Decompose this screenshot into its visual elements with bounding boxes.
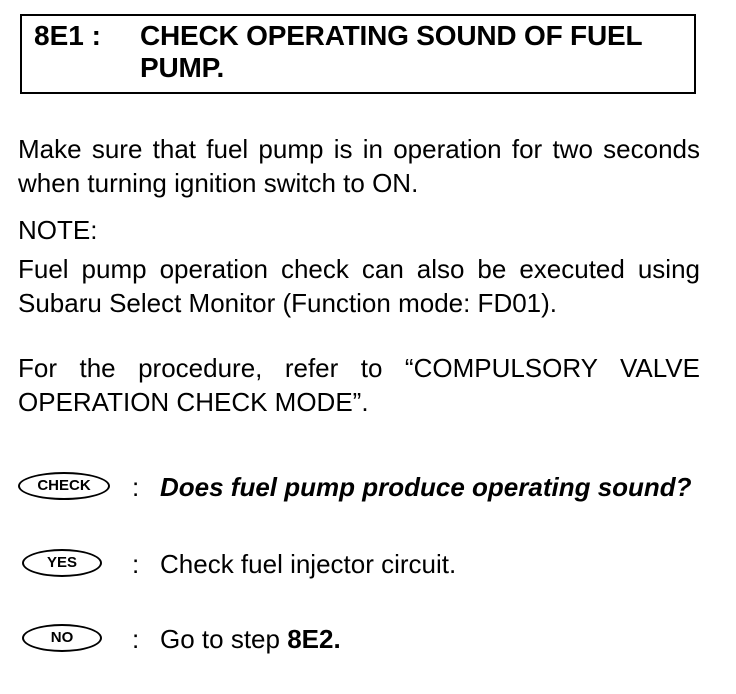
no-row	[18, 622, 708, 694]
yes-colon: :	[132, 549, 140, 579]
step-title: CHECK OPERATING SOUND OF FUEL PUMP.	[140, 20, 642, 83]
instruction-paragraph: Make sure that fuel pump is in operation for two seconds when turning ignition switch to ON.	[18, 134, 700, 198]
no-action-step-link: 8E2.	[287, 624, 341, 654]
check-row	[18, 470, 708, 542]
note-reference: For the procedure, refer to “COMPULSORY VALVE OPERATION CHECK MODE”.	[18, 353, 700, 417]
check-question: Does fuel pump produce operating sound?	[160, 472, 692, 502]
no-colon: :	[132, 624, 140, 654]
yes-badge-icon: YES	[22, 549, 102, 577]
step-number: 8E1 :	[34, 20, 101, 51]
step-title-box	[20, 14, 696, 94]
check-colon: :	[132, 472, 140, 502]
no-action-prefix: Go to step	[160, 624, 288, 654]
check-badge-icon: CHECK	[18, 472, 110, 500]
note-text: Fuel pump operation check can also be executed using Subaru Select Monitor (Function mode: FD01).	[18, 254, 700, 318]
note-label: NOTE:	[18, 215, 98, 245]
yes-action: Check fuel injector circuit.	[160, 549, 457, 579]
yes-row	[18, 547, 708, 619]
no-badge-icon: NO	[22, 624, 102, 652]
no-action	[160, 622, 700, 656]
